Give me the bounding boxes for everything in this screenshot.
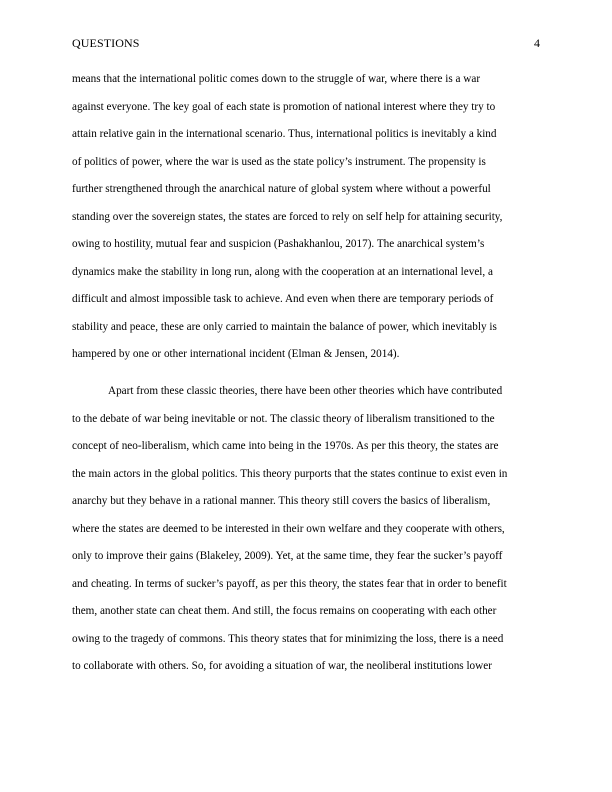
text-line: of politics of power, where the war is used as the state policy’s instrument. The propensity is: [72, 155, 486, 168]
paragraph-2: [72, 378, 540, 681]
text-line: against everyone. The key goal of each state is promotion of national interest where they try to: [72, 100, 496, 113]
text-line: only to improve their gains (Blakeley, 2009). Yet, at the same time, they fear the sucker’s payoff: [72, 550, 503, 563]
text-line: further strengthened through the anarchical nature of global system where without a powerful: [72, 183, 491, 196]
text-line: the main actors in the global politics. This theory purports that the states continue to exist even in: [72, 467, 508, 480]
text-line: owing to the tragedy of commons. This theory states that for minimizing the loss, there is a need: [72, 632, 504, 645]
text-line: to the debate of war being inevitable or not. The classic theory of liberalism transitioned to the: [72, 412, 495, 425]
paragraph-spacer: [72, 369, 540, 378]
text-line: stability and peace, these are only carried to maintain the balance of power, which inevitably is: [72, 320, 497, 333]
paragraph-1: [72, 66, 540, 369]
text-line: to collaborate with others. So, for avoiding a situation of war, the neoliberal institutions lower: [72, 660, 492, 673]
text-line: standing over the sovereign states, the states are forced to rely on self help for attaining security,: [72, 210, 503, 223]
running-head: QUESTIONS: [72, 36, 140, 50]
text-line: owing to hostility, mutual fear and suspicion (Pashakhanlou, 2017). The anarchical system’s: [72, 238, 485, 251]
text-line: hampered by one or other international incident (Elman & Jensen, 2014).: [72, 348, 400, 361]
text-line: and cheating. In terms of sucker’s payoff, as per this theory, the states fear that in order to benefit: [72, 577, 507, 590]
text-line: attain relative gain in the international scenario. Thus, international politics is inevitably a kind: [72, 128, 497, 141]
text-line: anarchy but they behave in a rational manner. This theory still covers the basics of liberalism,: [72, 495, 491, 508]
text-line: concept of neo-liberalism, which came into being in the 1970s. As per this theory, the states are: [72, 440, 499, 453]
page-number: 4: [534, 36, 540, 50]
text-line-first: [72, 378, 540, 406]
text-line: them, another state can cheat them. And still, the focus remains on cooperating with each other: [72, 605, 497, 618]
text-line: dynamics make the stability in long run, along with the cooperation at an international level, a: [72, 265, 493, 278]
body-text: [72, 66, 540, 681]
text-line: where the states are deemed to be interested in their own welfare and they cooperate with others,: [72, 522, 505, 535]
text-line: difficult and almost impossible task to achieve. And even when there are temporary periods of: [72, 293, 494, 306]
text-line: means that the international politic comes down to the struggle of war, where there is a war: [72, 73, 481, 85]
text-line-content: Apart from these classic theories, there have been other theories which have contributed: [108, 385, 503, 398]
